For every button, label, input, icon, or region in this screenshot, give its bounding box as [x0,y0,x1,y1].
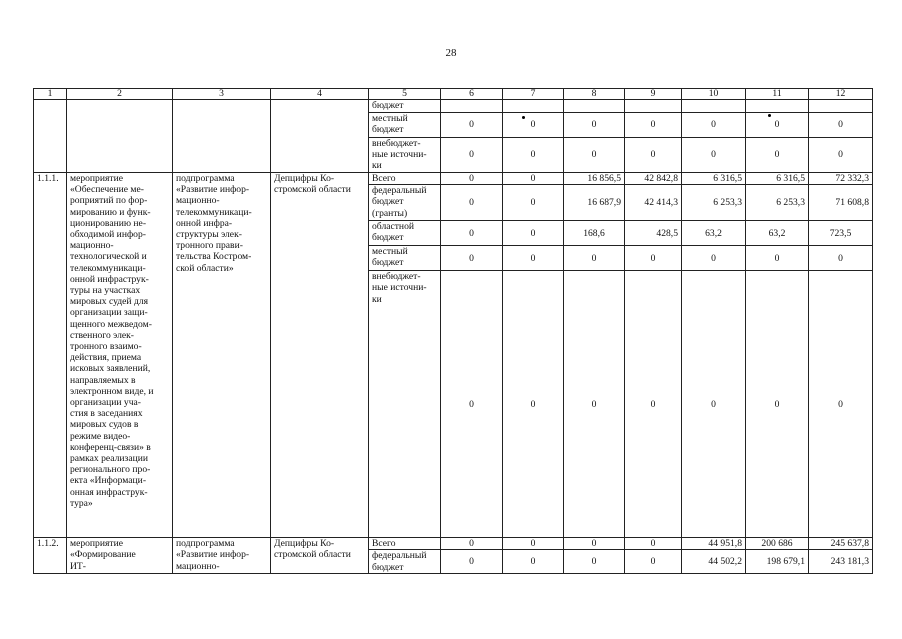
col-header: 8 [564,89,625,100]
cell-value: 6 253,3 [682,185,746,221]
cell-value: 6 316,5 [682,173,746,185]
cell-value: 0 [564,538,625,550]
cell-value: 0 [809,271,873,538]
cell-value: 0 [625,113,682,138]
cell-value: 428,5 [625,221,682,246]
cell-source: местный бюджет [369,113,441,138]
cell-value: 0 [564,271,625,538]
cell-value: 0 [625,138,682,173]
table-row [34,173,873,185]
page-number: 28 [445,47,457,59]
cell-source: внебюджет- ные источни- ки [369,138,441,173]
cell-value: 16 687,9 [564,185,625,221]
cell-name: мероприятие «Обеспечение ме- роприятий по фор- мированию и функ- ционированию не- обходимой инфор- мационно- технологической и телекоммуникаци- онной инфраструк- туры на участках мировых судей для организации защи- щенного межведом- ственного элек- тронного взаимо- действия, приема исковых заявлений, направляемых в электронном виде, и организации уча- стия в заседаниях мировых судов в режиме видео- конференц-связи» в рамках реализации регионального про- екта «Информаци- онная инфраструк- тура» [67,173,173,538]
cell-value: 0 [503,173,564,185]
table-row [34,538,873,550]
cell-value: 0 [625,550,682,574]
cell-value: 0 [503,221,564,246]
cell-value: 72 332,3 [809,173,873,185]
col-header: 2 [67,89,173,100]
cell-source: областной бюджет [369,221,441,246]
cell-program: подпрограмма «Развитие инфор- мационно- телекоммуникаци- онной инфра- структуры элек- тронного прави- тельства Костром- ской области» [173,173,271,538]
cell-source: внебюджет- ные источни- ки [369,271,441,538]
cell-source: Всего [369,538,441,550]
cell-value: 0 [682,113,746,138]
cell-value: 0 [441,221,503,246]
cell-value: 0 [441,173,503,185]
cell-value: 44 502,2 [682,550,746,574]
cell-number: 1.1.2. [34,538,67,574]
cell-value: 0 [441,550,503,574]
cell-value: 0 [682,246,746,271]
cell-value: 0 [625,271,682,538]
cell-source: Всего [369,173,441,185]
cell-value: 0 [746,271,809,538]
col-header: 7 [503,89,564,100]
cell-value: 0 [625,246,682,271]
cell-value: 243 181,3 [809,550,873,574]
cell-name: мероприятие «Формирование ИТ- [67,538,173,574]
cell-value: 0 [746,113,809,138]
cell-executor [271,100,369,173]
cell-value: 0 [441,246,503,271]
cell-value: 63,2 [746,221,809,246]
cell-value: 0 [564,246,625,271]
cell-value: 63,2 [682,221,746,246]
column-header-row [34,89,873,100]
cell-value: 6 253,3 [746,185,809,221]
cell-value: 0 [441,271,503,538]
cell-source: местный бюджет [369,246,441,271]
cell-program [173,100,271,173]
col-header: 5 [369,89,441,100]
cell-value: 0 [682,138,746,173]
cell-executor: Депцифры Ко- стромской области [271,538,369,574]
cell-value: 71 608,8 [809,185,873,221]
cell-value: 6 316,5 [746,173,809,185]
cell-source: федеральный бюджет (гранты) [369,185,441,221]
cell-value: 44 951,8 [682,538,746,550]
col-header: 1 [34,89,67,100]
cell-value: 0 [503,185,564,221]
col-header: 4 [271,89,369,100]
cell-value: 0 [503,113,564,138]
cell-value: 168,6 [564,221,625,246]
col-header: 11 [746,89,809,100]
cell-value: 0 [625,538,682,550]
cell-value: 0 [746,246,809,271]
cell-value: 0 [564,113,625,138]
cell-value: 0 [503,246,564,271]
budget-table [33,88,873,574]
cell-value: 0 [809,113,873,138]
cell-value: 0 [503,538,564,550]
cell-value: 0 [441,185,503,221]
cell-value: 0 [503,550,564,574]
cell-executor: Депцифры Ко- стромской области [271,173,369,538]
cell-program: подпрограмма «Развитие инфор- мационно- [173,538,271,574]
cell-value: 0 [682,271,746,538]
col-header: 6 [441,89,503,100]
cell-value: 42 414,3 [625,185,682,221]
cell-value: 0 [746,138,809,173]
cell-value: 0 [809,246,873,271]
cell-value: 723,5 [809,221,873,246]
cell-value: 0 [503,138,564,173]
scan-speck [522,116,525,119]
cell-value: 0 [441,138,503,173]
cell-source: федеральный бюджет [369,550,441,574]
cell-value: 198 679,1 [746,550,809,574]
cell-value: 0 [564,550,625,574]
cell-number: 1.1.1. [34,173,67,538]
cell-value: 0 [441,113,503,138]
cell-value: 200 686 [746,538,809,550]
col-header: 10 [682,89,746,100]
cell-value: 0 [441,538,503,550]
cell-number [34,100,67,173]
col-header: 9 [625,89,682,100]
cell-value: 0 [809,138,873,173]
col-header: 12 [809,89,873,100]
col-header: 3 [173,89,271,100]
table-row [34,100,873,113]
cell-value: 0 [564,138,625,173]
cell-value: 16 856,5 [564,173,625,185]
cell-name [67,100,173,173]
cell-value: 42 842,8 [625,173,682,185]
cell-value: 0 [503,271,564,538]
cell-source: бюджет [369,100,441,113]
scan-speck [768,114,771,117]
cell-value: 245 637,8 [809,538,873,550]
